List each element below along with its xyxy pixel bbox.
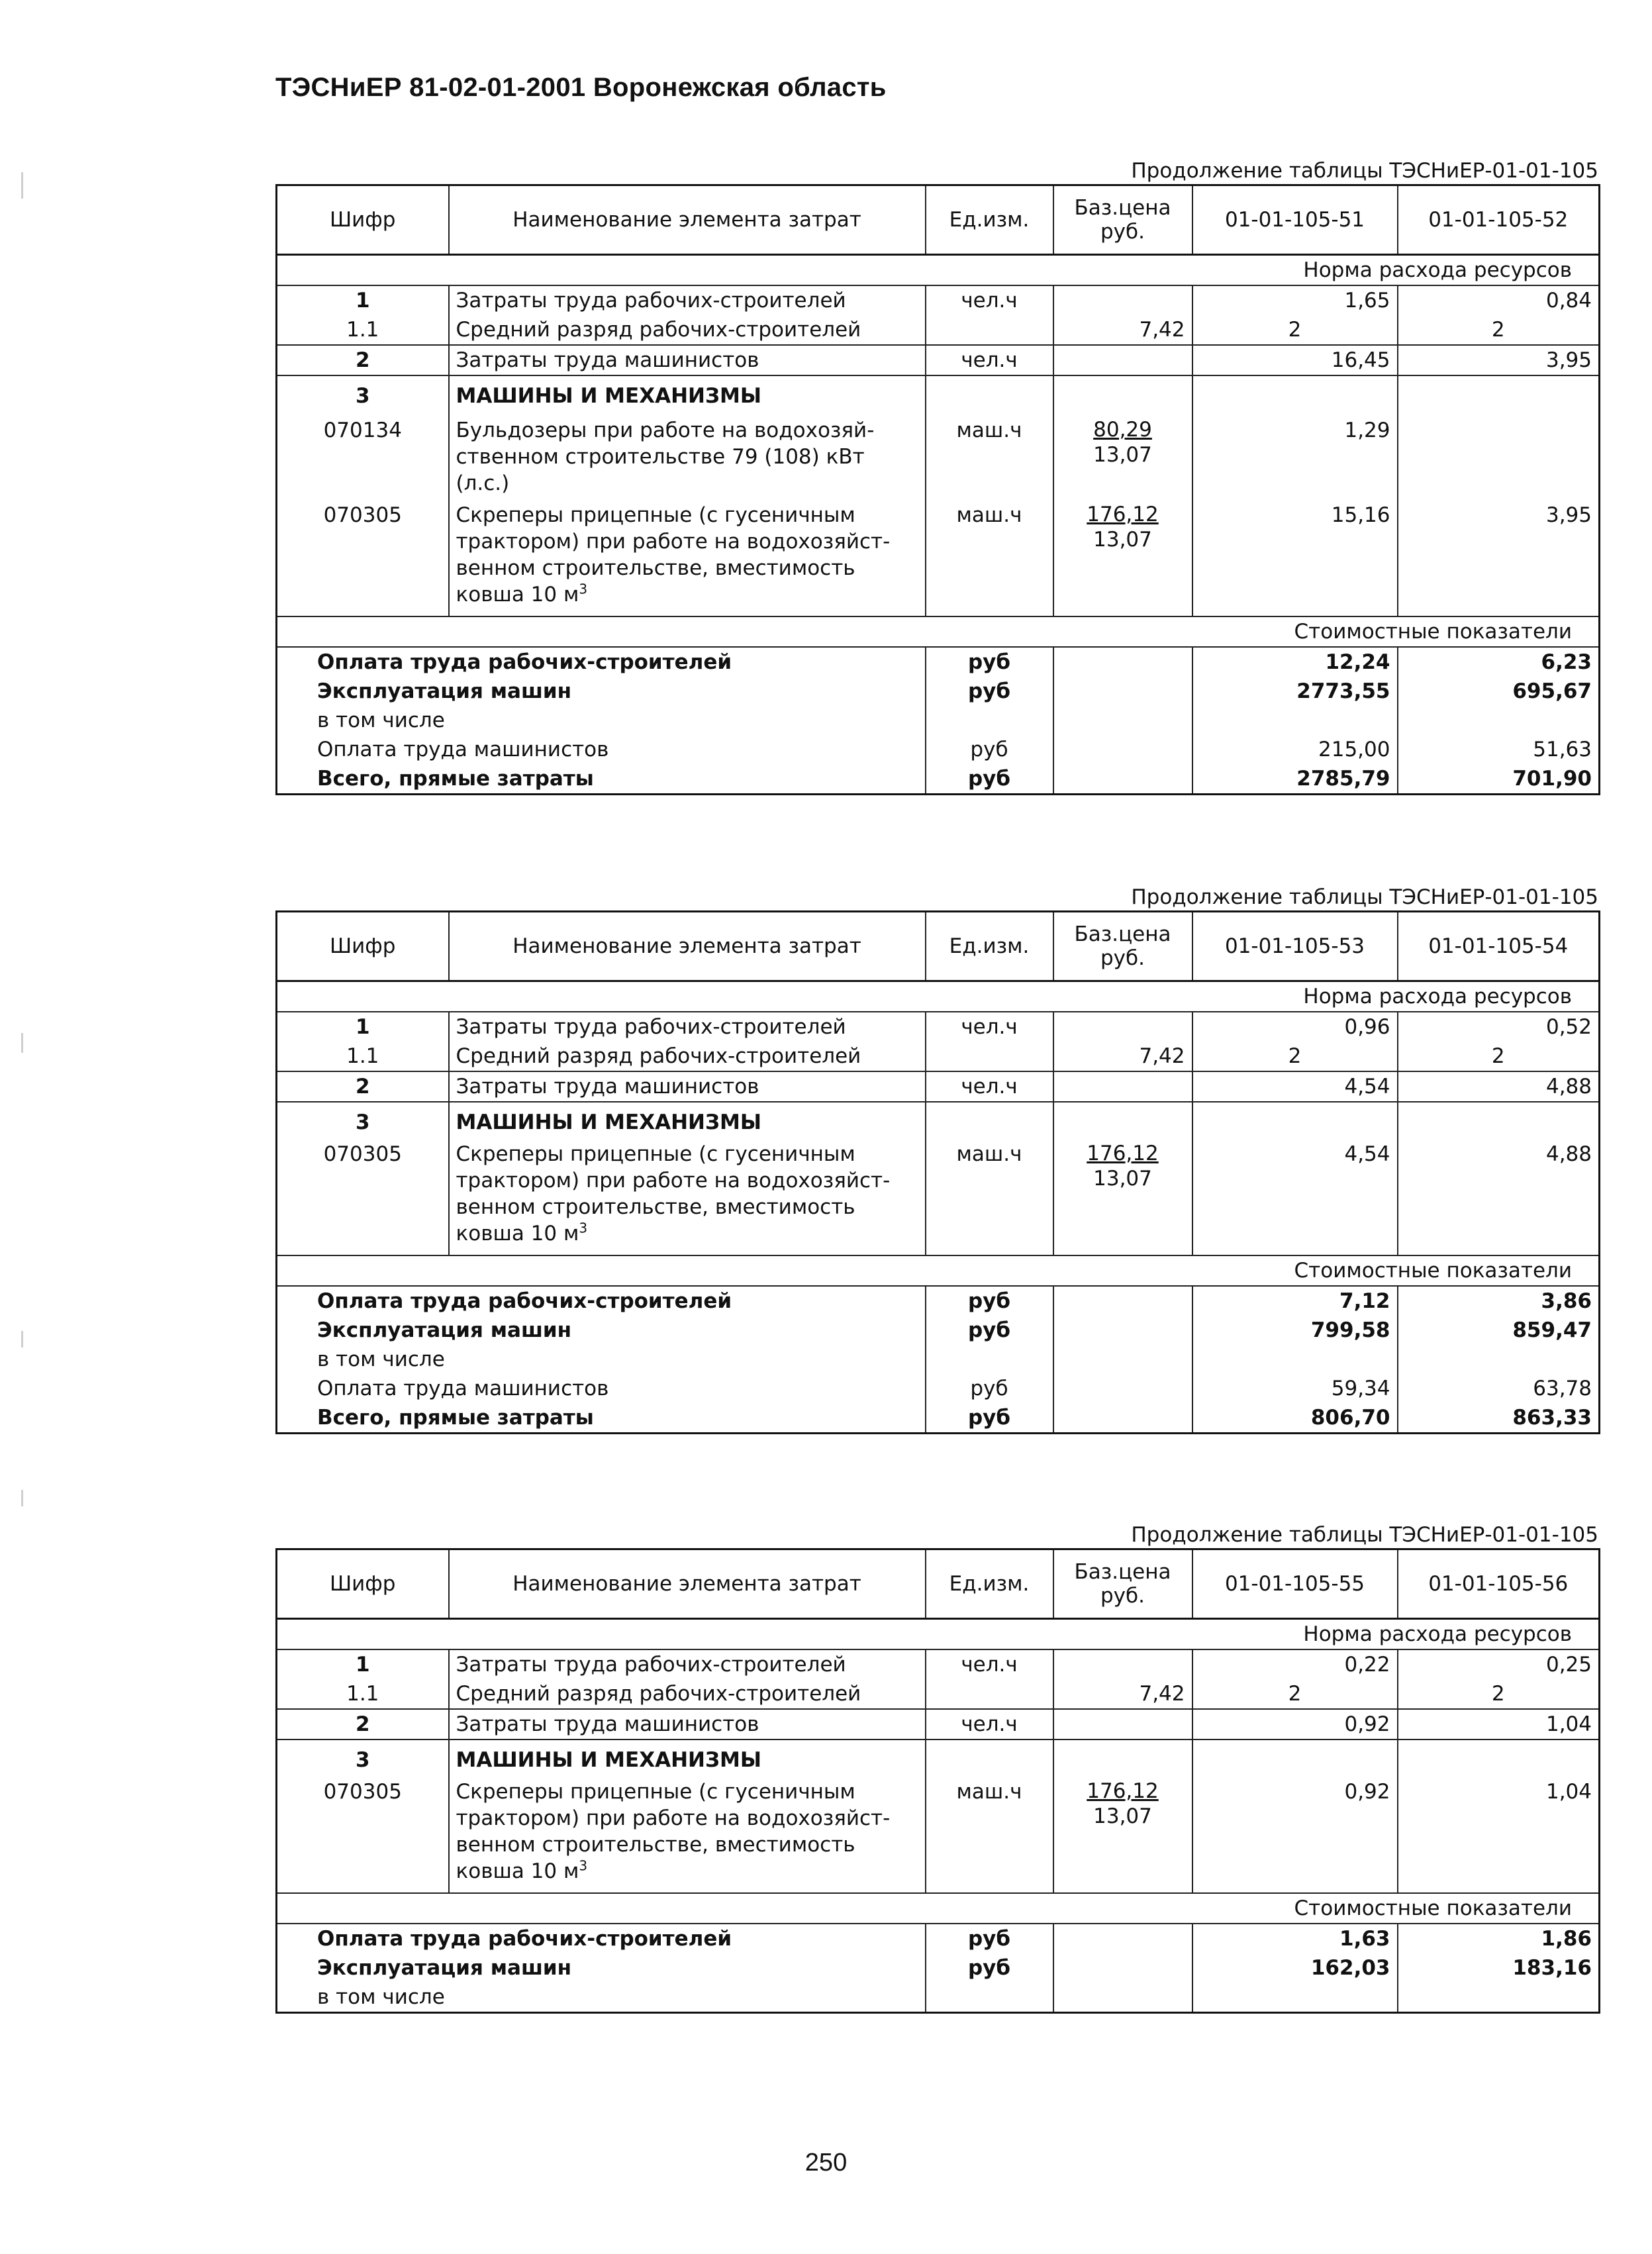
row-code: 1	[277, 1649, 449, 1679]
table-row	[277, 764, 1600, 795]
row-price-secondary: 13,07	[1093, 1804, 1152, 1828]
header-name: Наименование элемента затрат	[449, 185, 926, 255]
row-value: 2	[1398, 315, 1600, 345]
row-value: 4,88	[1398, 1137, 1600, 1255]
cost-label: Эксплуатация машин	[277, 1316, 926, 1345]
table-block-3	[275, 1522, 1598, 2014]
row-unit: чел.ч	[926, 1012, 1053, 1042]
section-cost: Стоимостные показатели	[277, 616, 1600, 647]
table-row	[277, 1679, 1600, 1709]
cost-label: Эксплуатация машин	[277, 677, 926, 706]
row-code: 1	[277, 285, 449, 315]
machines-heading: МАШИНЫ И МЕХАНИЗМЫ	[449, 375, 926, 411]
row-name: Скреперы прицепные (с гусеничным трактором) при работе на водохозяйст-венном строительстве, вместимость ковша 10 м	[456, 1780, 891, 1883]
row-name: Скреперы прицепные (с гусеничным трактором) при работе на водохозяйст-венном строительстве, вместимость ковша 10 м	[456, 503, 891, 607]
continuation-caption: Продолжение таблицы ТЭСНиЕР-01-01-105	[1131, 159, 1598, 183]
header-base-price: Баз.цена руб.	[1053, 1549, 1192, 1619]
row-price: 176,12	[1087, 1142, 1159, 1165]
row-value: 4,54	[1192, 1137, 1398, 1255]
row-name: Средний разряд рабочих-строителей	[449, 1042, 926, 1071]
cost-value: 695,67	[1398, 677, 1600, 706]
row-code: 2	[277, 1071, 449, 1102]
row-unit: маш.ч	[926, 1775, 1053, 1893]
cost-value: 863,33	[1398, 1403, 1600, 1434]
table-row	[277, 1953, 1600, 1983]
row-price: 176,12	[1087, 1779, 1159, 1803]
row-unit: чел.ч	[926, 1709, 1053, 1740]
page-number: 250	[804, 2149, 848, 2177]
cost-value: 3,86	[1398, 1286, 1600, 1316]
section-resources: Норма расхода ресурсов	[277, 981, 1600, 1012]
header-norm-code: 01-01-105-54	[1398, 912, 1600, 981]
row-value	[1398, 411, 1600, 498]
row-price: 7,42	[1053, 1042, 1192, 1071]
row-value: 0,84	[1398, 285, 1600, 315]
document-title: ТЭСНиЕР 81-02-01-2001 Воронежская область	[275, 73, 887, 102]
section-resources: Норма расхода ресурсов	[277, 1619, 1600, 1650]
table-row	[277, 1983, 1600, 2013]
table-block-2	[275, 884, 1598, 1434]
cost-value: 1,86	[1398, 1924, 1600, 1953]
row-unit: чел.ч	[926, 1649, 1053, 1679]
row-value: 4,54	[1192, 1071, 1398, 1102]
row-value: 0,22	[1192, 1649, 1398, 1679]
row-price: 80,29	[1093, 418, 1152, 442]
header-norm-code: 01-01-105-55	[1192, 1549, 1398, 1619]
superscript: 3	[579, 581, 588, 597]
row-price-secondary: 13,07	[1093, 1167, 1152, 1191]
table-block-1	[275, 158, 1598, 795]
row-name: Затраты труда рабочих-строителей	[449, 1012, 926, 1042]
row-code: 070305	[277, 1137, 449, 1255]
table-row	[277, 1071, 1600, 1102]
row-value: 1,65	[1192, 285, 1398, 315]
row-code: 2	[277, 345, 449, 375]
row-name: Средний разряд рабочих-строителей	[449, 315, 926, 345]
table-row	[277, 1345, 1600, 1374]
row-name: Затраты труда рабочих-строителей	[449, 1649, 926, 1679]
row-value: 3,95	[1398, 498, 1600, 616]
cost-label: Оплата труда рабочих-строителей	[277, 1286, 926, 1316]
row-value: 0,92	[1192, 1709, 1398, 1740]
row-code: 1	[277, 1012, 449, 1042]
row-code: 1.1	[277, 1679, 449, 1709]
cost-value: 2785,79	[1192, 764, 1398, 795]
row-unit: маш.ч	[926, 1137, 1053, 1255]
row-unit: маш.ч	[926, 411, 1053, 498]
row-value: 3,95	[1398, 345, 1600, 375]
row-value: 15,16	[1192, 498, 1398, 616]
row-value: 0,52	[1398, 1012, 1600, 1042]
cost-value: 183,16	[1398, 1953, 1600, 1983]
table-row	[277, 1403, 1600, 1434]
continuation-caption: Продолжение таблицы ТЭСНиЕР-01-01-105	[1131, 885, 1598, 909]
cost-value: 7,12	[1192, 1286, 1398, 1316]
row-value: 0,25	[1398, 1649, 1600, 1679]
table-row	[277, 1649, 1600, 1679]
cost-value: 799,58	[1192, 1316, 1398, 1345]
header-norm-code: 01-01-105-56	[1398, 1549, 1600, 1619]
cost-unit: руб	[926, 677, 1053, 706]
row-price-secondary: 13,07	[1093, 528, 1152, 552]
table-row	[277, 315, 1600, 345]
table-row	[277, 285, 1600, 315]
row-name: Затраты труда рабочих-строителей	[449, 285, 926, 315]
header-norm-code: 01-01-105-51	[1192, 185, 1398, 255]
row-code: 1.1	[277, 1042, 449, 1071]
header-unit: Ед.изм.	[926, 1549, 1053, 1619]
table-row	[277, 1137, 1600, 1255]
table-row	[277, 498, 1600, 616]
section-resources: Норма расхода ресурсов	[277, 255, 1600, 286]
cost-label: Оплата труда рабочих-строителей	[277, 1924, 926, 1953]
cost-unit: руб	[926, 1924, 1053, 1953]
header-base-price: Баз.цена руб.	[1053, 185, 1192, 255]
row-value: 16,45	[1192, 345, 1398, 375]
table-row	[277, 1012, 1600, 1042]
cost-value: 859,47	[1398, 1316, 1600, 1345]
table-row	[277, 647, 1600, 677]
row-value: 2	[1192, 315, 1398, 345]
norms-table	[275, 1548, 1600, 2014]
row-value: 0,92	[1192, 1775, 1398, 1893]
table-row	[277, 1042, 1600, 1071]
cost-value: 806,70	[1192, 1403, 1398, 1434]
machines-heading: МАШИНЫ И МЕХАНИЗМЫ	[449, 1102, 926, 1137]
row-code: 3	[277, 375, 449, 411]
row-code: 2	[277, 1709, 449, 1740]
row-unit: чел.ч	[926, 285, 1053, 315]
cost-label: Оплата труда машинистов	[277, 1374, 926, 1403]
cost-value: 6,23	[1398, 647, 1600, 677]
table-row	[277, 345, 1600, 375]
scan-artifact	[21, 1331, 23, 1348]
cost-value: 162,03	[1192, 1953, 1398, 1983]
header-code: Шифр	[277, 185, 449, 255]
row-price: 7,42	[1053, 315, 1192, 345]
cost-value: 1,63	[1192, 1924, 1398, 1953]
cost-unit: руб	[926, 1316, 1053, 1345]
cost-value: 2773,55	[1192, 677, 1398, 706]
cost-unit: руб	[926, 735, 1053, 764]
row-price: 176,12	[1087, 503, 1159, 526]
table-row	[277, 1374, 1600, 1403]
table-row	[277, 411, 1600, 498]
norms-table	[275, 910, 1600, 1434]
row-name: Затраты труда машинистов	[449, 1071, 926, 1102]
cost-value: 701,90	[1398, 764, 1600, 795]
header-name: Наименование элемента затрат	[449, 912, 926, 981]
header-name: Наименование элемента затрат	[449, 1549, 926, 1619]
section-cost: Стоимостные показатели	[277, 1893, 1600, 1924]
row-name: Затраты труда машинистов	[449, 1709, 926, 1740]
row-code: 1.1	[277, 315, 449, 345]
cost-unit: руб	[926, 764, 1053, 795]
row-value: 2	[1192, 1042, 1398, 1071]
table-row	[277, 1102, 1600, 1137]
superscript: 3	[579, 1220, 588, 1236]
table-header-row	[277, 185, 1600, 255]
row-value: 1,04	[1398, 1709, 1600, 1740]
row-code: 070305	[277, 1775, 449, 1893]
row-code: 3	[277, 1102, 449, 1137]
header-unit: Ед.изм.	[926, 185, 1053, 255]
cost-unit: руб	[926, 647, 1053, 677]
cost-value: 51,63	[1398, 735, 1600, 764]
table-row	[277, 1775, 1600, 1893]
row-code: 3	[277, 1740, 449, 1775]
cost-label: в том числе	[277, 706, 926, 735]
table-row	[277, 677, 1600, 706]
superscript: 3	[579, 1857, 588, 1874]
table-row	[277, 735, 1600, 764]
cost-label: Оплата труда рабочих-строителей	[277, 647, 926, 677]
cost-value: 63,78	[1398, 1374, 1600, 1403]
cost-label: Оплата труда машинистов	[277, 735, 926, 764]
cost-unit: руб	[926, 1374, 1053, 1403]
scan-artifact	[21, 172, 23, 199]
row-unit: маш.ч	[926, 498, 1053, 616]
row-code: 070305	[277, 498, 449, 616]
table-row	[277, 1740, 1600, 1775]
row-name: Скреперы прицепные (с гусеничным трактором) при работе на водохозяйст-венном строительстве, вместимость ковша 10 м	[456, 1142, 891, 1246]
row-price: 7,42	[1053, 1679, 1192, 1709]
row-name: Затраты труда машинистов	[449, 345, 926, 375]
cost-label: Всего, прямые затраты	[277, 1403, 926, 1434]
cost-value: 59,34	[1192, 1374, 1398, 1403]
cost-label: в том числе	[277, 1345, 926, 1374]
row-value: 4,88	[1398, 1071, 1600, 1102]
cost-value: 215,00	[1192, 735, 1398, 764]
norms-table	[275, 184, 1600, 795]
table-row	[277, 1286, 1600, 1316]
row-code: 070134	[277, 411, 449, 498]
row-value: 2	[1192, 1679, 1398, 1709]
cost-unit: руб	[926, 1403, 1053, 1434]
table-row	[277, 1924, 1600, 1953]
section-cost: Стоимостные показатели	[277, 1255, 1600, 1286]
header-norm-code: 01-01-105-52	[1398, 185, 1600, 255]
table-row	[277, 1709, 1600, 1740]
header-code: Шифр	[277, 912, 449, 981]
row-price-secondary: 13,07	[1093, 443, 1152, 467]
cost-label: в том числе	[277, 1983, 926, 2013]
scan-artifact	[21, 1490, 23, 1506]
header-norm-code: 01-01-105-53	[1192, 912, 1398, 981]
table-header-row	[277, 912, 1600, 981]
continuation-caption: Продолжение таблицы ТЭСНиЕР-01-01-105	[1131, 1523, 1598, 1547]
machines-heading: МАШИНЫ И МЕХАНИЗМЫ	[449, 1740, 926, 1775]
header-base-price: Баз.цена руб.	[1053, 912, 1192, 981]
table-header-row	[277, 1549, 1600, 1619]
table-row	[277, 1316, 1600, 1345]
row-unit: чел.ч	[926, 1071, 1053, 1102]
row-value: 0,96	[1192, 1012, 1398, 1042]
cost-label: Всего, прямые затраты	[277, 764, 926, 795]
row-value: 2	[1398, 1042, 1600, 1071]
row-name: Средний разряд рабочих-строителей	[449, 1679, 926, 1709]
cost-unit: руб	[926, 1953, 1053, 1983]
row-name: Бульдозеры при работе на водохозяй-ственном строительстве 79 (108) кВт (л.с.)	[449, 411, 926, 498]
table-row	[277, 375, 1600, 411]
header-unit: Ед.изм.	[926, 912, 1053, 981]
row-unit: чел.ч	[926, 345, 1053, 375]
row-value: 1,04	[1398, 1775, 1600, 1893]
cost-label: Эксплуатация машин	[277, 1953, 926, 1983]
scan-artifact	[21, 1033, 23, 1053]
cost-value: 12,24	[1192, 647, 1398, 677]
row-value: 2	[1398, 1679, 1600, 1709]
row-value: 1,29	[1192, 411, 1398, 498]
header-code: Шифр	[277, 1549, 449, 1619]
cost-unit: руб	[926, 1286, 1053, 1316]
table-row	[277, 706, 1600, 735]
